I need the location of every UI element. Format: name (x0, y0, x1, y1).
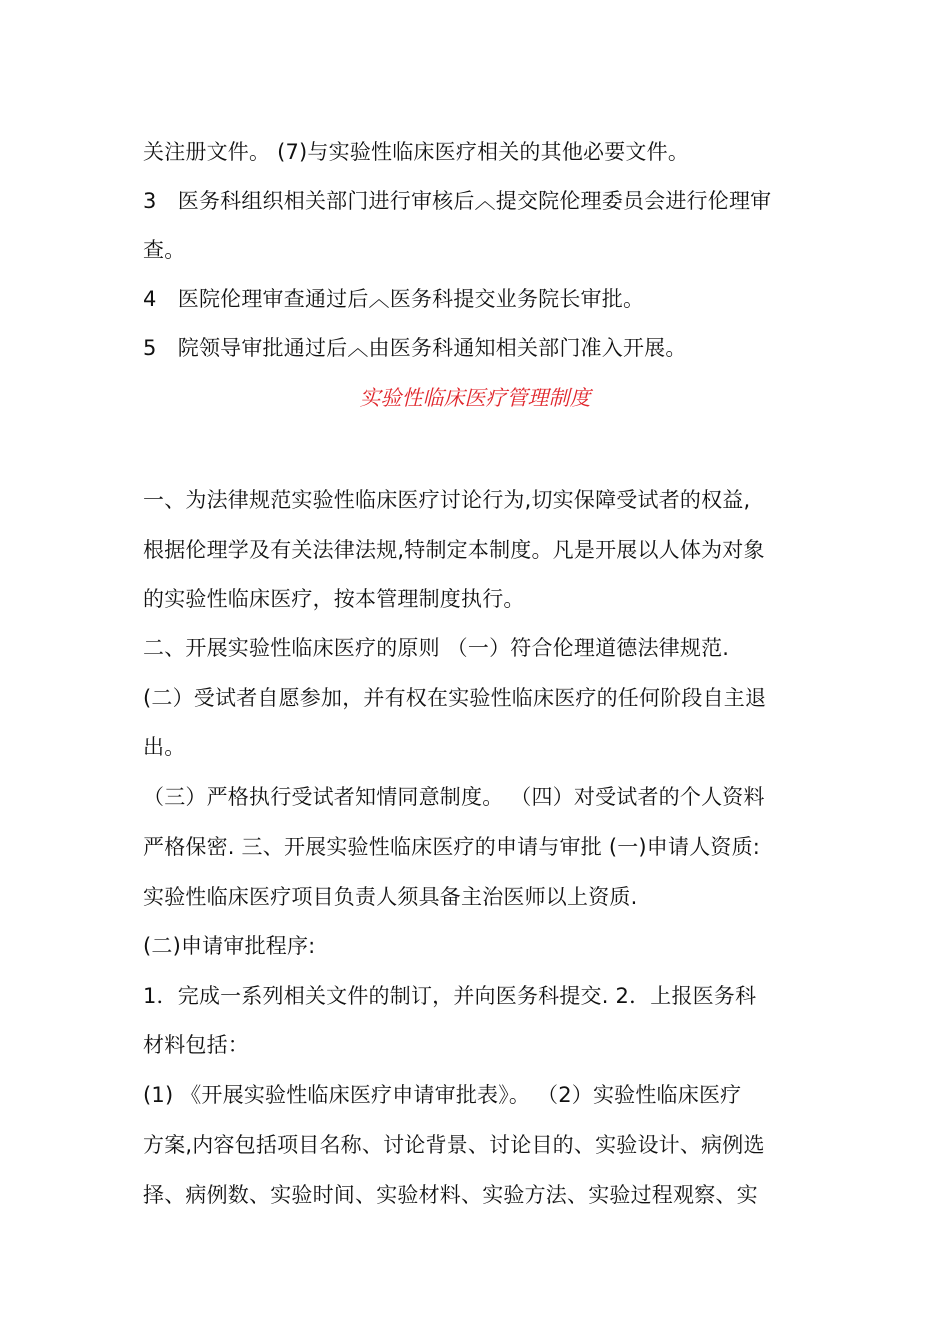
text-line-b2: 根据伦理学及有关法律法规,特制定本制度。凡是开展以人体为对象 (143, 538, 765, 562)
text-line-c4: 4 医院伦理审查通过后︿医务科提交业务院长审批。 (143, 287, 645, 311)
text-line-b6: 出。 (143, 735, 186, 759)
text-line-b7: （三）严格执行受试者知情同意制度。 （四）对受试者的个人资料 (143, 785, 765, 809)
text-line-c1: 关注册文件。 (7)与实验性临床医疗相关的其他必要文件。 (143, 140, 690, 164)
text-line-b8: 严格保密. 三、开展实验性临床医疗的申请与审批 (一)申请人资质: (143, 835, 761, 859)
text-line-b14: 方案,内容包括项目名称、讨论背景、讨论目的、实验设计、病例选 (143, 1133, 765, 1157)
text-line-c5: 5 院领导审批通过后︿由医务科通知相关部门准入开展。 (143, 336, 687, 360)
text-line-b15: 择、病例数、实验时间、实验材料、实验方法、实验过程观察、实 (143, 1183, 758, 1207)
text-line-b11: 1．完成一系列相关文件的制订，并向医务科提交. 2．上报医务科 (143, 984, 757, 1008)
text-line-b13: (1) 《开展实验性临床医疗申请审批表》。 （2）实验性临床医疗 (143, 1083, 742, 1107)
text-line-c3: 查。 (143, 238, 186, 262)
text-line-b9: 实验性临床医疗项目负责人须具备主治医师以上资质. (143, 885, 638, 909)
text-line-b1: 一、为法律规范实验性临床医疗讨论行为,切实保障受试者的权益, (143, 488, 751, 512)
text-line-b5: (二）受试者自愿参加，并有权在实验性临床医疗的任何阶段自主退 (143, 686, 767, 710)
text-line-b10: (二)申请审批程序: (143, 934, 316, 958)
text-line-b12: 材料包括： (143, 1033, 249, 1057)
text-line-b4: 二、开展实验性临床医疗的原则 （一）符合伦理道德法律规范. (143, 636, 730, 660)
document-title: 实验性临床医疗管理制度 (359, 386, 591, 410)
text-line-b3: 的实验性临床医疗，按本管理制度执行。 (143, 587, 525, 611)
text-line-c2: 3 医务科组织相关部门进行审核后︿提交院伦理委员会进行伦理审 (143, 189, 772, 213)
